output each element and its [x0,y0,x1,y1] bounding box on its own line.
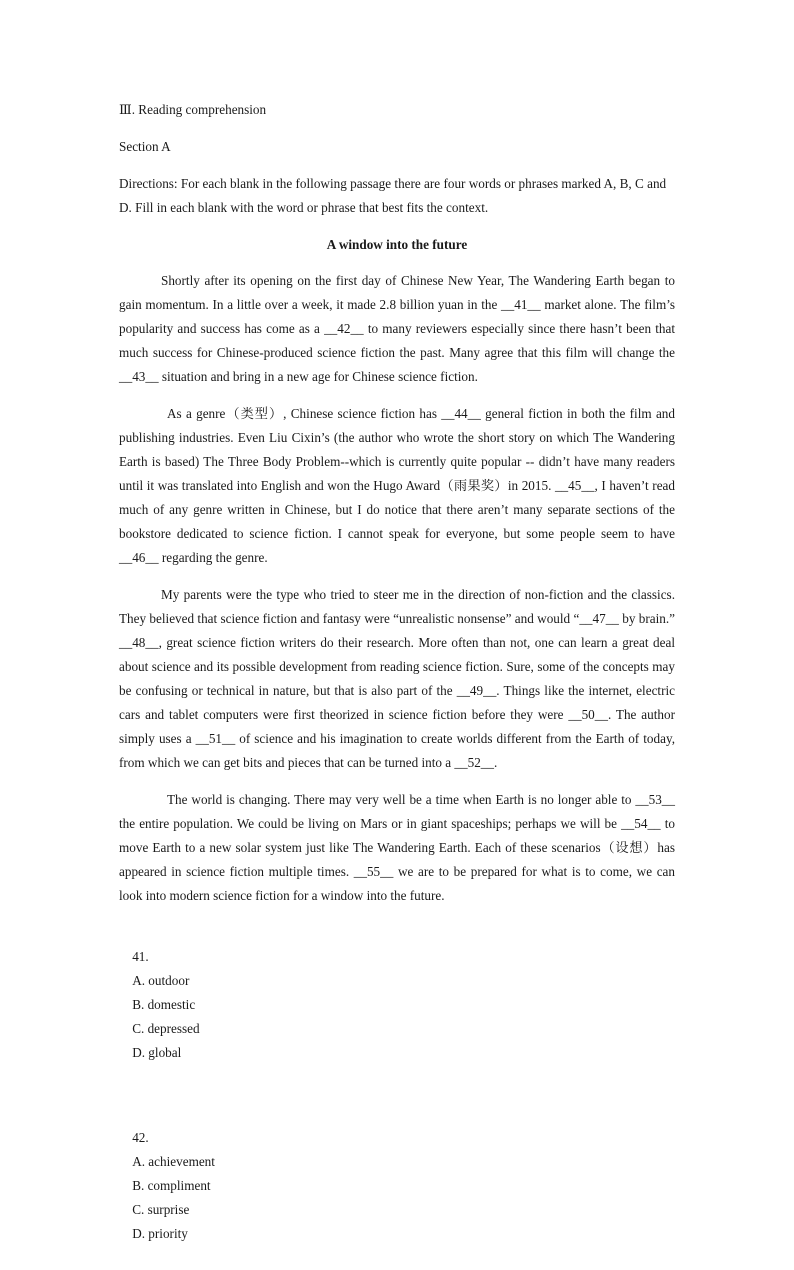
option-b: B. domestic [132,997,196,1012]
worksheet-page [119,98,675,1270]
option-c: C. surprise [132,1202,190,1217]
option-d: D. global [132,1045,182,1060]
part-heading: Ⅲ. Reading comprehension [119,102,267,117]
question-number: 41. [132,949,149,964]
passage-paragraph-2: As a genre（类型）, Chinese science fiction has __44__ general fiction in both the film and publishing industries. Even Liu Cixin’s (the author who wrote the short story on which The Wandering Earth is based) The Three Body Problem--which is currently quite popular -- didn’t have many readers until it was translated into English and won the Hugo Award（雨果奖）in 2015. __45__, I haven’t read much of any genre written in Chinese, but I do notice that there aren’t many separate sections of the bookstore dedicated to science fiction. I cannot speak for everyone, but some people seem to have __46__ regarding the genre. [119,406,675,565]
passage-paragraph-4: The world is changing. There may very well be a time when Earth is no longer able to __53__ the entire population. We could be living on Mars or in giant spaceships; perhaps we will be __54__ to move Earth to a new solar system just like The Wandering Earth. Each of these scenarios（设想）has appeared in science fiction multiple times. __55__ we are to be prepared for what is to come, we can look into modern science fiction for a window into the future. [119,792,675,903]
passage-paragraph-3: My parents were the type who tried to steer me in the direction of non-fiction and the classics. They believed that science fiction and fantasy were “unrealistic nonsense” and would “__47__ by brain.” __48__, great science fiction writers do their research. More often than not, one can learn a great deal about science and its possible development from reading science fiction. Sure, some of the concepts may be confusing or technical in nature, but that is also part of the __49__. Things like the internet, electric cars and tablet computers were first theorized in science fiction before they were __50__. The author simply uses a __51__ of science and his imagination to create worlds different from the Earth of today, from which we can get bits and pieces that can be turned into a __52__. [119,587,675,770]
question-number: 42. [132,1130,149,1145]
option-b: B. compliment [132,1178,211,1193]
section-label: Section A [119,139,171,154]
passage-title: A window into the future [326,237,468,252]
option-c: C. depressed [132,1021,200,1036]
question-41 [119,921,675,1089]
directions-text: Directions: For each blank in the following passage there are four words or phrases marked A, B, C and D. Fill in each blank with the word or phrase that best fits the context. [119,176,667,215]
passage-paragraph-1: Shortly after its opening on the first day of Chinese New Year, The Wandering Earth began to gain momentum. In a little over a week, it made 2.8 billion yuan in the __41__ market alone. The film’s popularity and success has come as a __42__ to many reviewers especially since there hasn’t been that much success for Chinese-produced science fiction the past. Many agree that this film will change the __43__ situation and bring in a new age for Chinese science fiction. [119,273,675,384]
option-a: A. achievement [132,1154,215,1169]
option-d: D. priority [132,1226,188,1241]
question-42 [119,1102,675,1270]
option-a: A. outdoor [132,973,190,988]
